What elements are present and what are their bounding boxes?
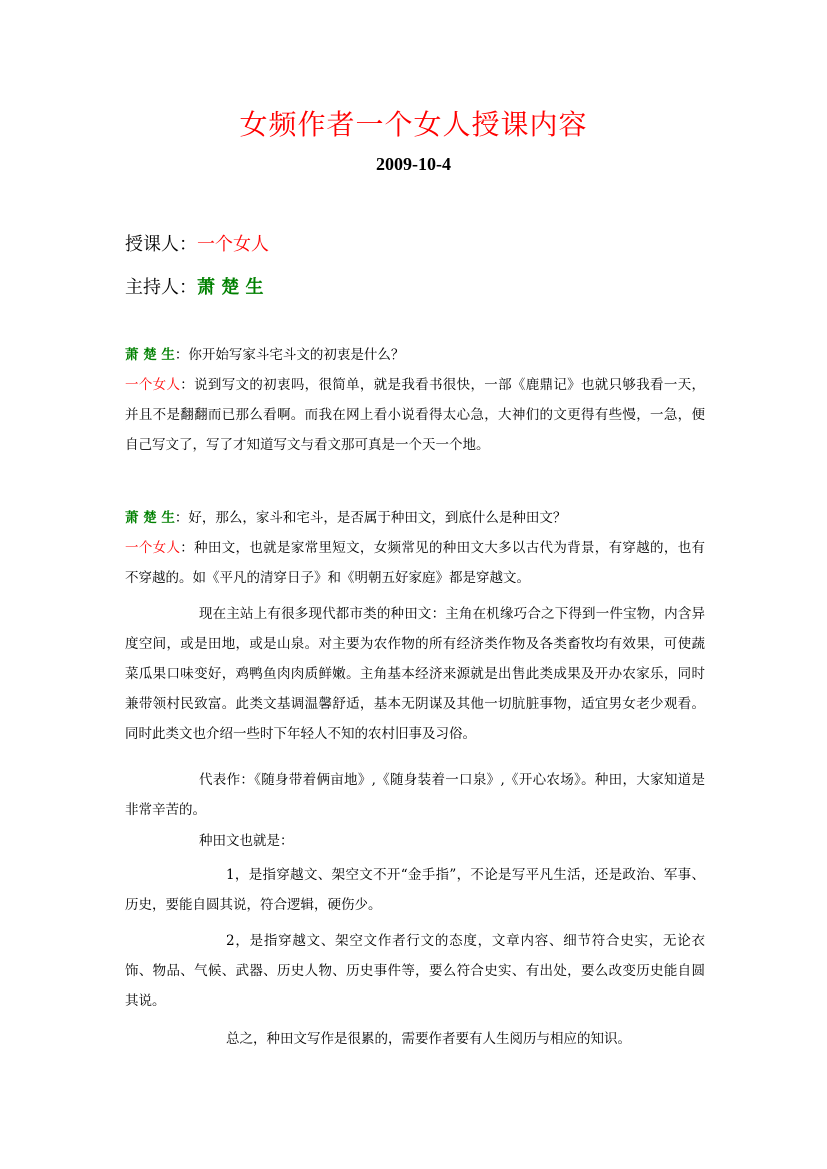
host-name: 萧 楚 生 [197,277,264,298]
document-date: 2009-10-4 [376,154,451,174]
qa2-question-text: ：好，那么，家斗和宅斗，是否属于种田文，到底什么是种田文？ [174,510,567,526]
qa2-answer [125,533,705,593]
paragraph-point-2: 2，是指穿越文、架空文作者行文的态度，文章内容、细节符合史实，无论衣饰、物品、气候、武器、历史人物、历史事件等，要么符合史实、有出处，要么改变历史能自圆其说。 [125,933,705,1009]
lecturer-line [125,230,269,256]
paragraph-representative-works: 代表作：《随身带着俩亩地》,《随身装着一口泉》,《开心农场》。种田，大家知道是非常辛苦的。 [125,772,705,818]
qa1-question-text: ：你开始写家斗宅斗文的初衷是什么？ [174,347,405,363]
lecturer-label: 授课人： [125,234,197,255]
host-line [125,273,264,299]
paragraph-conclusion: 总之，种田文写作是很累的，需要作者要有人生阅历与相应的知识。 [226,1031,631,1047]
qa2-question-speaker: 萧 楚 生 [125,510,175,526]
host-label: 主持人： [125,277,197,298]
qa2-answer-speaker: 一个女人 [125,540,181,556]
paragraph-definition-intro: 种田文也就是： [199,833,294,849]
paragraph-point-1: 1，是指穿越文、架空文不开“金手指”，不论是写平凡生活，还是政治、军事、历史，要能自圆其说，符合逻辑，硬伤少。 [125,867,705,913]
qa2-question [125,503,705,533]
document-title: 女频作者一个女人授课内容 [239,108,588,141]
qa1-question-speaker: 萧 楚 生 [125,347,175,363]
paragraph-modern-farming: 现在主站上有很多现代都市类的种田文：主角在机缘巧合之下得到一件宝物，内含异度空间，或是田地，或是山泉。对主要为农作物的所有经济类作物及各类畜牧均有效果，可使蔬菜瓜果口味变好，鸡鸭鱼肉肉质鲜嫩。主角基本经济来源就是出售此类成果及开办农家乐，同时兼带领村民致富。此类文基调温馨舒适，基本无阴谋及其他一切肮脏事物，适宜男女老少观看。同时此类文也介绍一些时下年轻人不知的农村旧事及习俗。 [125,606,705,742]
qa1-answer-speaker: 一个女人 [125,377,181,393]
qa1-answer [125,370,705,460]
lecturer-name: 一个女人 [197,234,269,255]
qa2-answer-text: ：种田文，也就是家常里短文，女频常见的种田文大多以古代为背景，有穿越的，也有不穿越的。如《平凡的清穿日子》和《明朝五好家庭》都是穿越文。 [125,540,706,586]
qa1-answer-text: ：说到写文的初衷吗，很简单，就是我看书很快，一部《鹿鼎记》也就只够我看一天，并且不是翻翻而已那么看啊。而我在网上看小说看得太心急，大神们的文更得有些慢，一急，便自己写文了，写了才知道写文与看文那可真是一个天一个地。 [125,377,706,453]
qa1-question [125,340,705,370]
